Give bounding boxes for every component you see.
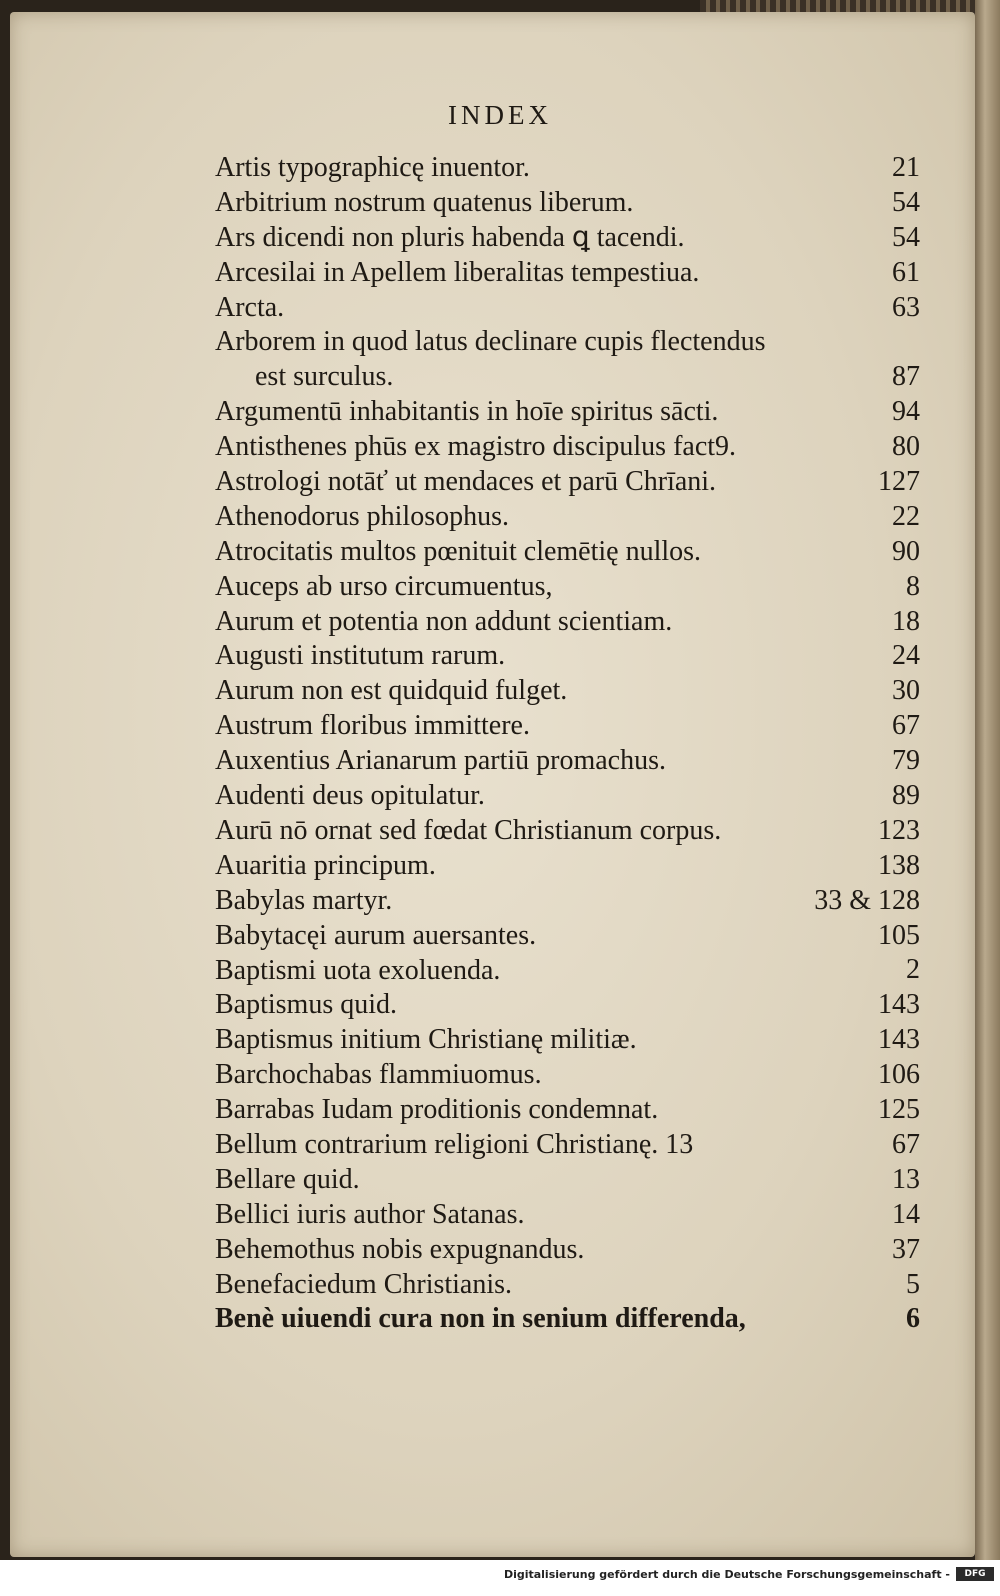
index-entry [215,1268,920,1303]
index-list [215,151,920,1337]
index-entry [215,744,920,779]
index-entry [215,884,920,919]
index-term: Athenodorus philosophus. [215,500,509,532]
index-term: Aurū nō ornat sed fœdat Christianum corpus. [215,814,722,846]
index-term: Auaritia principum. [215,849,436,881]
index-entry [215,256,920,291]
index-term: Aurum non est quidquid fulget. [215,675,568,707]
index-term: Bellici iuris author Satanas. [215,1198,525,1230]
index-page-number: 127 [878,466,920,498]
index-entry [215,1233,920,1268]
index-page-number: 8 [906,570,920,602]
index-page-number: 67 [892,1128,920,1160]
index-page-number: 138 [878,849,920,881]
index-entry [215,814,920,849]
index-term: Behemothus nobis expugnandus. [215,1233,585,1265]
index-term: Barrabas Iudam proditionis condemnat. [215,1094,659,1126]
book-fore-edge [975,0,1000,1560]
index-entry [215,709,920,744]
index-term: Babylas martyr. [215,884,393,916]
index-page-number: 63 [892,291,920,323]
index-page-number: 6 [906,1303,920,1335]
index-page-number: 79 [892,745,920,777]
index-page-number: 5 [906,1268,920,1300]
index-term: Bellum contrarium religioni Christianę. 13 [215,1128,694,1160]
index-page-number: 24 [892,640,920,672]
index-entry [215,395,920,430]
index-entry [215,779,920,814]
index-term: Bellare quid. [215,1163,360,1195]
index-entry [215,535,920,570]
index-page-number: 94 [892,396,920,428]
page-header: INDEX [448,100,552,130]
index-entry [215,639,920,674]
index-term: Ars dicendi non pluris habenda ꝗ tacendi. [215,221,685,253]
index-entry [215,849,920,884]
index-page-number: 13 [892,1163,920,1195]
index-entry [215,500,920,535]
index-page-number: 143 [878,1024,920,1056]
index-entry [215,1058,920,1093]
index-entry [215,291,920,326]
index-entry [215,1302,920,1337]
index-entry [215,1198,920,1233]
index-term: Baptismus quid. [215,989,398,1021]
index-entry [215,1128,920,1163]
index-page-number: 106 [878,1059,920,1091]
index-term: Arcesilai in Apellem liberalitas tempestiua. [215,256,700,288]
index-term: Aurum et potentia non addunt scientiam. [215,605,673,637]
index-term: Astrologi notāť ut mendaces et parū Chrīani. [215,466,717,498]
index-term: Baptismi uota exoluenda. [215,954,501,986]
index-term: Atrocitatis multos pœnituit clemētię nullos. [215,535,702,567]
index-term: Artis typographicę inuentor. [215,152,530,183]
index-page-number: 21 [892,151,920,183]
index-term: Audenti deus opitulatur. [215,780,485,812]
index-term: Babytacęi aurum auersantes. [215,919,537,951]
index-page-number: 90 [892,535,920,567]
index-page-number: 22 [892,500,920,532]
index-page-number: 80 [892,431,920,463]
index-entry [215,325,920,395]
index-page-number: 105 [878,919,920,951]
index-entry [215,919,920,954]
index-page-number: 87 [892,361,920,393]
index-term: Barchochabas flammiuomus. [215,1059,542,1091]
index-entry [215,570,920,605]
index-entry [215,221,920,256]
index-page-number: 2 [906,954,920,986]
index-term: Arborem in quod latus declinare cupis flectendus [215,326,766,358]
index-page-number: 67 [892,710,920,742]
index-entry [215,988,920,1023]
index-entry [215,186,920,221]
index-term: Auceps ab urso circumuentus, [215,570,553,602]
footer-bar [0,1560,1000,1596]
footer-credit: Digitalisierung gefördert durch die Deutsche Forschungsgemeinschaft - [503,1568,950,1581]
index-page-number: 33 & 128 [814,884,920,916]
index-term: Austrum floribus immittere. [215,710,530,742]
index-page-number: 18 [892,605,920,637]
index-page-number: 89 [892,780,920,812]
index-entry [215,430,920,465]
index-entry [215,151,920,186]
index-page-number: 125 [878,1094,920,1126]
index-entry [215,1023,920,1058]
index-entry [215,674,920,709]
index-term: Benè uiuendi cura non in senium differenda, [215,1303,746,1335]
index-page-number: 30 [892,675,920,707]
index-term: Auxentius Arianarum partiū promachus. [215,745,667,777]
index-page-number: 143 [878,989,920,1021]
index-page-number: 123 [878,814,920,846]
index-term: Antisthenes phūs ex magistro discipulus fact9. [215,431,737,463]
index-term-continuation: est surculus. [255,361,394,393]
index-entry [215,1093,920,1128]
index-entry [215,954,920,989]
index-term: Augusti institutum rarum. [215,640,506,672]
index-page-number: 54 [892,221,920,253]
index-page-number: 54 [892,186,920,218]
index-term: Arbitrium nostrum quatenus liberum. [215,186,634,218]
index-page-number: 37 [892,1233,920,1265]
dfg-logo: DFG [956,1567,994,1581]
index-term: Argumentū inhabitantis in hoīe spiritus sācti. [215,396,719,428]
index-term: Benefaciedum Christianis. [215,1268,513,1300]
index-term: Arcta. [215,291,285,323]
index-page-number: 61 [892,256,920,288]
index-entry [215,605,920,640]
index-page-number: 14 [892,1198,920,1230]
index-term: Baptismus initium Christianę militiæ. [215,1024,637,1056]
index-entry [215,1163,920,1198]
index-entry [215,465,920,500]
